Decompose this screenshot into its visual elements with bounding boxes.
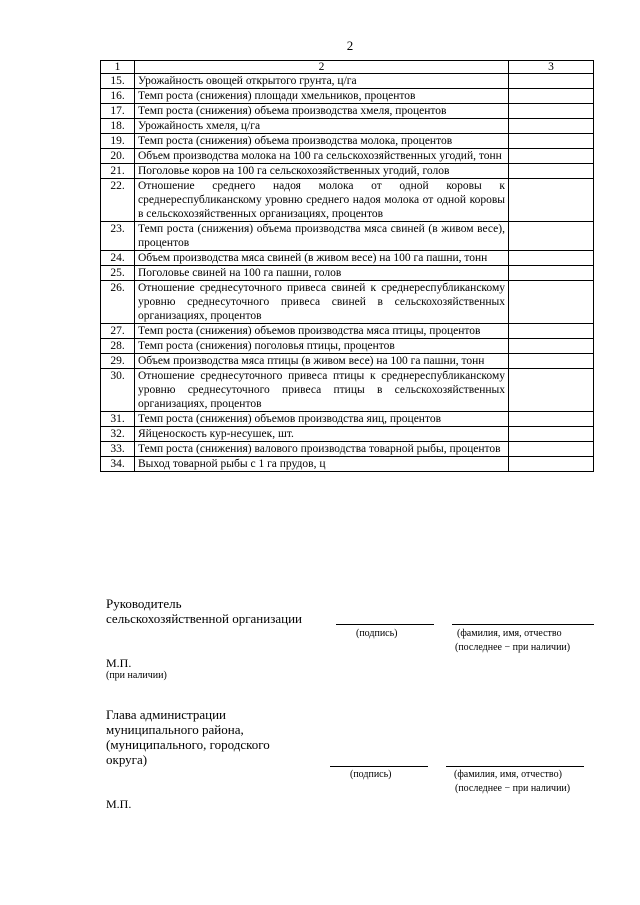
table-row: [101, 281, 594, 324]
name-caption-1a: (фамилия, имя, отчество: [457, 628, 562, 639]
row-indicator: Темп роста (снижения) поголовья птицы, процентов: [135, 339, 509, 354]
row-value-cell: [509, 179, 594, 222]
row-indicator: Темп роста (снижения) площади хмельников, процентов: [135, 89, 509, 104]
head-admin-title-4: округа): [106, 752, 148, 767]
row-value-cell: [509, 339, 594, 354]
name-caption-2b: (последнее − при наличии): [455, 783, 571, 794]
table-row: [101, 412, 594, 427]
row-value-cell: [509, 442, 594, 457]
row-value-cell: [509, 134, 594, 149]
head-admin-title-1: Глава администрации: [106, 707, 227, 722]
row-value-cell: [509, 281, 594, 324]
row-number: 17.: [101, 104, 135, 119]
table-row: [101, 427, 594, 442]
row-value-cell: [509, 104, 594, 119]
row-indicator: Темп роста (снижения) объемов производства мяса птицы, процентов: [135, 324, 509, 339]
signature-caption-1: (подпись): [356, 628, 398, 639]
table-row: [101, 339, 594, 354]
row-value-cell: [509, 427, 594, 442]
row-indicator: Отношение среднесуточного привеса свиней к среднереспубликанскому уровню среднесуточного привеса свиней в сельскохозяйственных организациях, процентов: [135, 281, 509, 324]
table-row: [101, 134, 594, 149]
stamp-label-1: М.П.: [106, 656, 132, 670]
row-number: 28.: [101, 339, 135, 354]
row-indicator: Темп роста (снижения) объемов производства яиц, процентов: [135, 412, 509, 427]
table-row: [101, 251, 594, 266]
table-row: [101, 442, 594, 457]
row-number: 26.: [101, 281, 135, 324]
row-value-cell: [509, 324, 594, 339]
signature-line-2: [330, 766, 428, 767]
row-indicator: Поголовье свиней на 100 га пашни, голов: [135, 266, 509, 281]
name-line-2: [446, 766, 584, 767]
table-row: [101, 266, 594, 281]
row-number: 18.: [101, 119, 135, 134]
row-number: 20.: [101, 149, 135, 164]
stamp-label-2: М.П.: [106, 797, 132, 811]
row-number: 19.: [101, 134, 135, 149]
table-row: [101, 354, 594, 369]
row-value-cell: [509, 457, 594, 472]
name-line-1: [452, 624, 594, 625]
head-org-title-2: сельскохозяйственной организации: [106, 611, 302, 626]
row-value-cell: [509, 74, 594, 89]
table-row: [101, 457, 594, 472]
row-indicator: Отношение среднего надоя молока от одной коровы к среднереспубликанскому уровню среднего надоя молока от одной коровы в сельскохозяйственных организациях, процентов: [135, 179, 509, 222]
header-col-1: 1: [101, 61, 135, 74]
row-indicator: Урожайность овощей открытого грунта, ц/га: [135, 74, 509, 89]
table-row: [101, 164, 594, 179]
row-number: 15.: [101, 74, 135, 89]
table-row: [101, 179, 594, 222]
row-indicator: Объем производства мяса птицы (в живом весе) на 100 га пашни, тонн: [135, 354, 509, 369]
row-indicator: Урожайность хмеля, ц/га: [135, 119, 509, 134]
row-number: 30.: [101, 369, 135, 412]
head-admin-title-3: (муниципального, городского: [106, 737, 270, 752]
row-indicator: Темп роста (снижения) объема производства хмеля, процентов: [135, 104, 509, 119]
row-number: 21.: [101, 164, 135, 179]
row-number: 34.: [101, 457, 135, 472]
indicators-table: [100, 60, 594, 472]
table-header-row: [101, 61, 594, 74]
header-col-2: 2: [135, 61, 509, 74]
row-value-cell: [509, 412, 594, 427]
row-indicator: Яйценоскость кур-несушек, шт.: [135, 427, 509, 442]
row-number: 27.: [101, 324, 135, 339]
table-row: [101, 89, 594, 104]
header-col-3: 3: [509, 61, 594, 74]
table-row: [101, 369, 594, 412]
name-caption-1b: (последнее − при наличии): [455, 642, 571, 653]
row-value-cell: [509, 369, 594, 412]
row-indicator: Темп роста (снижения) объема производства молока, процентов: [135, 134, 509, 149]
row-value-cell: [509, 164, 594, 179]
row-value-cell: [509, 251, 594, 266]
row-number: 31.: [101, 412, 135, 427]
row-value-cell: [509, 89, 594, 104]
row-number: 22.: [101, 179, 135, 222]
table-row: [101, 74, 594, 89]
row-value-cell: [509, 222, 594, 251]
table-row: [101, 222, 594, 251]
row-number: 29.: [101, 354, 135, 369]
row-number: 24.: [101, 251, 135, 266]
name-caption-2a: (фамилия, имя, отчество): [454, 769, 562, 780]
head-admin-title-2: муниципального района,: [106, 722, 244, 737]
row-indicator: Темп роста (снижения) валового производства товарной рыбы, процентов: [135, 442, 509, 457]
table-row: [101, 119, 594, 134]
row-value-cell: [509, 354, 594, 369]
row-indicator: Темп роста (снижения) объема производства мяса свиней (в живом весе), процентов: [135, 222, 509, 251]
row-value-cell: [509, 266, 594, 281]
row-indicator: Объем производства молока на 100 га сельскохозяйственных угодий, тонн: [135, 149, 509, 164]
row-indicator: Отношение среднесуточного привеса птицы к среднереспубликанскому уровню среднесуточного привеса птицы в сельскохозяйственных организациях, процентов: [135, 369, 509, 412]
table-row: [101, 324, 594, 339]
row-indicator: Поголовье коров на 100 га сельскохозяйственных угодий, голов: [135, 164, 509, 179]
row-value-cell: [509, 149, 594, 164]
row-value-cell: [509, 119, 594, 134]
row-number: 33.: [101, 442, 135, 457]
row-number: 16.: [101, 89, 135, 104]
row-indicator: Выход товарной рыбы с 1 га прудов, ц: [135, 457, 509, 472]
page-number: 2: [346, 38, 354, 53]
row-number: 32.: [101, 427, 135, 442]
signature-caption-2: (подпись): [350, 769, 392, 780]
row-indicator: Объем производства мяса свиней (в живом весе) на 100 га пашни, тонн: [135, 251, 509, 266]
row-number: 25.: [101, 266, 135, 281]
row-number: 23.: [101, 222, 135, 251]
signature-line-1: [336, 624, 434, 625]
table-row: [101, 149, 594, 164]
head-org-title-1: Руководитель: [106, 596, 182, 611]
table-row: [101, 104, 594, 119]
stamp-note-1: (при наличии): [106, 670, 167, 681]
